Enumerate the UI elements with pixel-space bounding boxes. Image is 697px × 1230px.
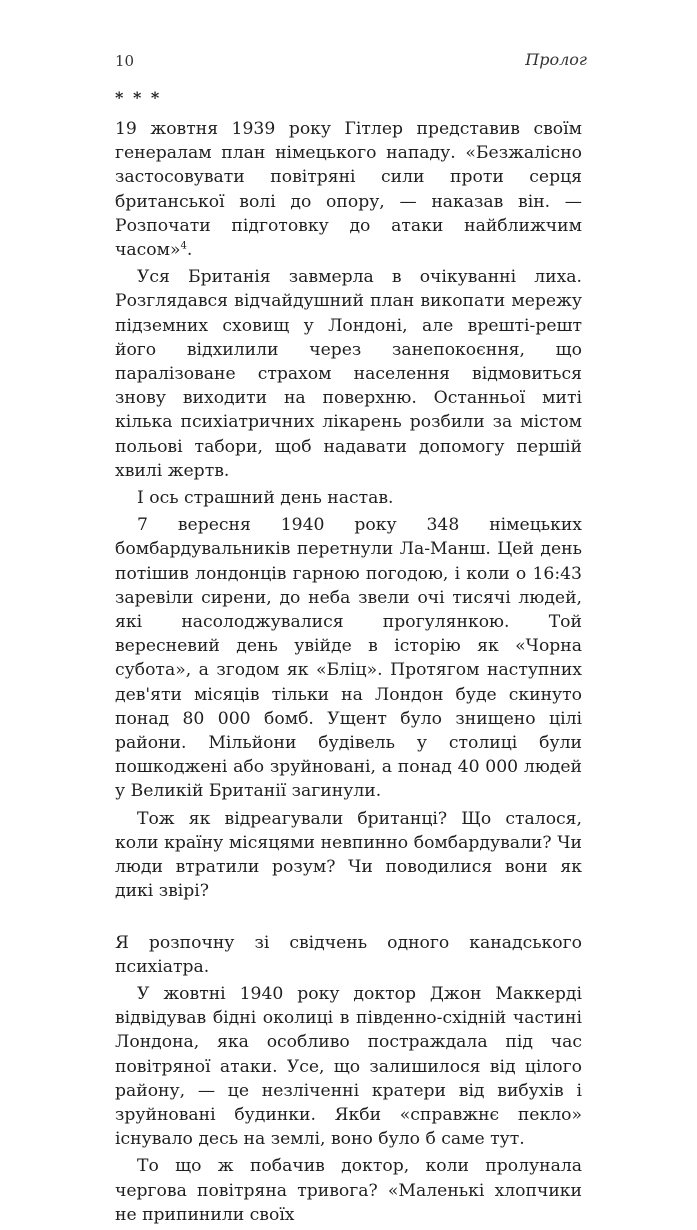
section-separator: * * * <box>115 88 162 107</box>
paragraph: 7 вересня 1940 року 348 німецьких бомбардувальників перетнули Ла-Манш. Цей день потішив лондонців гарною погодою, і коли о 16:43 заревіли сирени, до неба звели очі тисячі людей, які насолоджувалися прогулянкою. Той вересневий день увійде в історію як «Чорна субота», а згодом як «Бліц». Протягом наступних дев'яти місяців тільки на Лондон буде скинуто понад 80 000 бомб. Ущент було знищено цілі райони. Мільйони будівель у столиці були пошкоджені або зруйновані, а понад 40 000 людей у Великій Британії загинули. <box>115 515 582 802</box>
paragraph: То що ж побачив доктор, коли пролунала чергова повітряна тривога? «Маленькі хлопчики не припинили своїх <box>115 1156 582 1225</box>
paragraph-text: 19 жовтня 1939 року Гітлер представив своїм генералам план німецького нападу. «Безжалісно застосовувати повітряні сили проти серця британської волі до опору, — наказав він. — Розпочати підготовку до атаки найближчим часом» <box>115 119 582 261</box>
footnote-reference: 4 <box>180 240 187 252</box>
body-text <box>115 86 582 1230</box>
paragraph: Тож як відреагували британці? Що сталося, коли країну місяцями невпинно бомбардували? Чи люди втратили розум? Чи поводилися вони як дикі звірі? <box>115 808 582 902</box>
paragraph: Я розпочну зі свідчень одного канадського психіатра. <box>115 932 582 977</box>
running-title: Пролог <box>525 50 587 69</box>
paragraph: У жовтні 1940 року доктор Джон Маккерді відвідував бідні околиці в південно-східній частині Лондона, яка особливо постраждала під час повітряної атаки. Усе, що залишилося від цілого району, — це незліченні кратери від вибухів і зруйновані будинки. Якби «справжнє пекло» існувало десь на землі, воно було б саме тут. <box>115 983 582 1150</box>
section-break <box>115 907 582 931</box>
page-number: 10 <box>115 52 135 70</box>
paragraph: 19 жовтня 1939 року Гітлер представив своїм генералам план німецького нападу. «Безжалісно застосовувати повітряні сили проти серця британської волі до опору, — наказав він. — Розпочати підготовку до атаки найближчим часом»$^4$. <box>115 119 582 261</box>
paragraph: Уся Британія завмерла в очікуванні лиха. Розглядався відчайдушний план викопати мережу підземних сховищ у Лондоні, але врешті-решт його відхилили через занепокоєння, що паралізоване страхом населення відмовиться знову виходити на поверхню. Останньої миті кілька психіатричних лікарень розбили за містом польові табори, щоб надавати допомогу першій хвилі жертв. <box>115 267 582 481</box>
paragraph: І ось страшний день настав. <box>137 488 394 509</box>
